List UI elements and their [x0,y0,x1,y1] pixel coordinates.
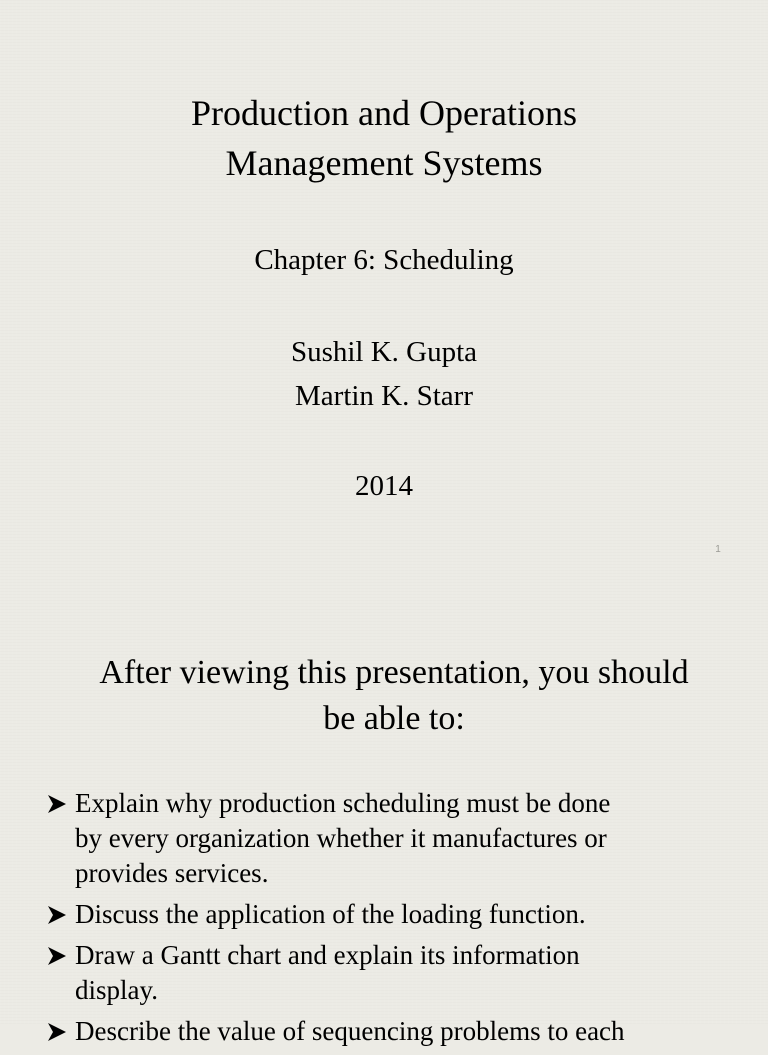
list-item [44,938,744,1008]
slide-title [0,88,768,188]
chapter-title: Chapter 6: Scheduling [254,244,514,276]
slide-page-number: 1 [715,544,721,555]
bullet-1-line-1: Explain why production scheduling must be done [75,788,611,818]
arrow-bullet-icon [46,904,68,926]
publication-year: 2014 [355,470,413,502]
bullet-1-line-3: provides services. [75,858,269,888]
author-1: Sushil K. Gupta [290,336,478,368]
objectives-slide [0,576,768,1046]
list-item [44,786,744,891]
objectives-heading-line-1: After viewing this presentation, you should [99,654,689,691]
bullet-1-line-2: by every organization whether it manufactures or [75,823,607,853]
bullet-4-line-1: Describe the value of sequencing problems to each [75,1016,625,1046]
objectives-list [44,786,744,1055]
slide-title-line-1: Production and Operations [191,93,577,133]
authors [0,330,768,418]
list-item [44,897,744,932]
objectives-heading-line-2: be able to: [323,700,465,737]
arrow-bullet-icon [46,793,68,815]
arrow-bullet-icon [46,1021,68,1043]
author-2: Martin K. Starr [295,380,473,412]
bullet-3-line-2: display. [75,975,158,1005]
slide-title-line-2: Management Systems [225,143,543,183]
objectives-heading [40,650,748,742]
arrow-bullet-icon [46,945,68,967]
list-item [44,1014,744,1049]
bullet-2-line-1: Discuss the application of the loading function. [75,899,586,929]
bullet-3-line-1: Draw a Gantt chart and explain its information [75,940,580,970]
